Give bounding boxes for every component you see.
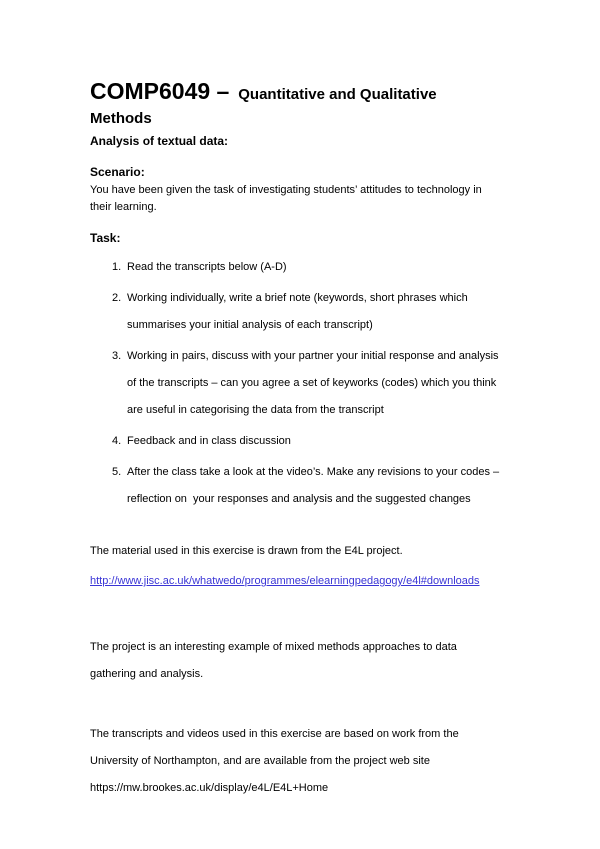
task-item-text xyxy=(127,428,525,455)
task-item-3 xyxy=(112,343,525,424)
task-item-line: reflection on your responses and analysis and the suggested changes xyxy=(127,493,471,505)
task-item-line: Read the transcripts below (A-D) xyxy=(127,261,287,273)
download-link-paragraph xyxy=(90,568,525,595)
title-subtitle-line1: Quantitative and Qualitative xyxy=(238,86,437,103)
course-code: COMP6049 – xyxy=(90,78,230,104)
transcripts-note-line: The transcripts and videos used in this exercise are based on work from the xyxy=(90,728,459,740)
task-item-line: Working in pairs, discuss with your partner your initial response and analysis xyxy=(127,350,499,362)
material-note-line: The material used in this exercise is drawn from the E4L project. xyxy=(90,545,403,557)
project-note-line: gathering and analysis. xyxy=(90,668,204,680)
scenario-paragraph xyxy=(90,182,525,215)
task-item-text xyxy=(127,285,525,339)
task-item-1 xyxy=(112,254,525,281)
task-item-number: 3. xyxy=(112,350,122,362)
task-item-text xyxy=(127,343,525,424)
task-item-number: 4. xyxy=(112,435,122,447)
transcripts-note-line: University of Northampton, and are available from the project web site xyxy=(90,755,430,767)
task-item-number: 5. xyxy=(112,466,122,478)
task-item-4 xyxy=(112,428,525,455)
task-item-line: After the class take a look at the video’s. Make any revisions to your codes – xyxy=(127,466,500,478)
project-note xyxy=(90,634,525,688)
project-note-line: The project is an interesting example of mixed methods approaches to data xyxy=(90,641,457,653)
task-heading: Task: xyxy=(90,231,121,245)
task-item-line: Feedback and in class discussion xyxy=(127,435,291,447)
e4l-download-link[interactable]: http://www.jisc.ac.uk/whatwedo/programmes/elearningpedagogy/e4l#downloads xyxy=(90,575,480,587)
title-subtitle-line2: Methods xyxy=(90,110,152,127)
download-link-line xyxy=(90,568,525,595)
task-item-text xyxy=(127,254,525,281)
task-item-2 xyxy=(112,285,525,339)
transcripts-note xyxy=(90,721,525,802)
task-item-line: are useful in categorising the data from the transcript xyxy=(127,404,384,416)
task-item-line: summarises your initial analysis of each transcript) xyxy=(127,319,373,331)
title-line-1 xyxy=(90,70,437,106)
task-item-5 xyxy=(112,459,525,513)
task-item-line: Working individually, write a brief note (keywords, short phrases which xyxy=(127,292,468,304)
material-note xyxy=(90,538,525,565)
task-list xyxy=(90,254,525,513)
analysis-of-textual-data-heading: Analysis of textual data: xyxy=(90,134,229,148)
scenario-line: their learning. xyxy=(90,200,157,213)
task-item-text xyxy=(127,459,525,513)
document-content xyxy=(90,70,525,802)
scenario-line: You have been given the task of investigating students’ attitudes to technology in xyxy=(90,184,482,196)
task-item-number: 1. xyxy=(112,261,122,273)
task-item-number: 2. xyxy=(112,292,122,304)
page-title xyxy=(90,70,525,128)
task-item-line: of the transcripts – can you agree a set of keyworks (codes) which you think xyxy=(127,377,497,389)
project-url-text: https://mw.brookes.ac.uk/display/e4L/E4L+Home xyxy=(90,782,329,794)
scenario-heading: Scenario: xyxy=(90,165,145,179)
